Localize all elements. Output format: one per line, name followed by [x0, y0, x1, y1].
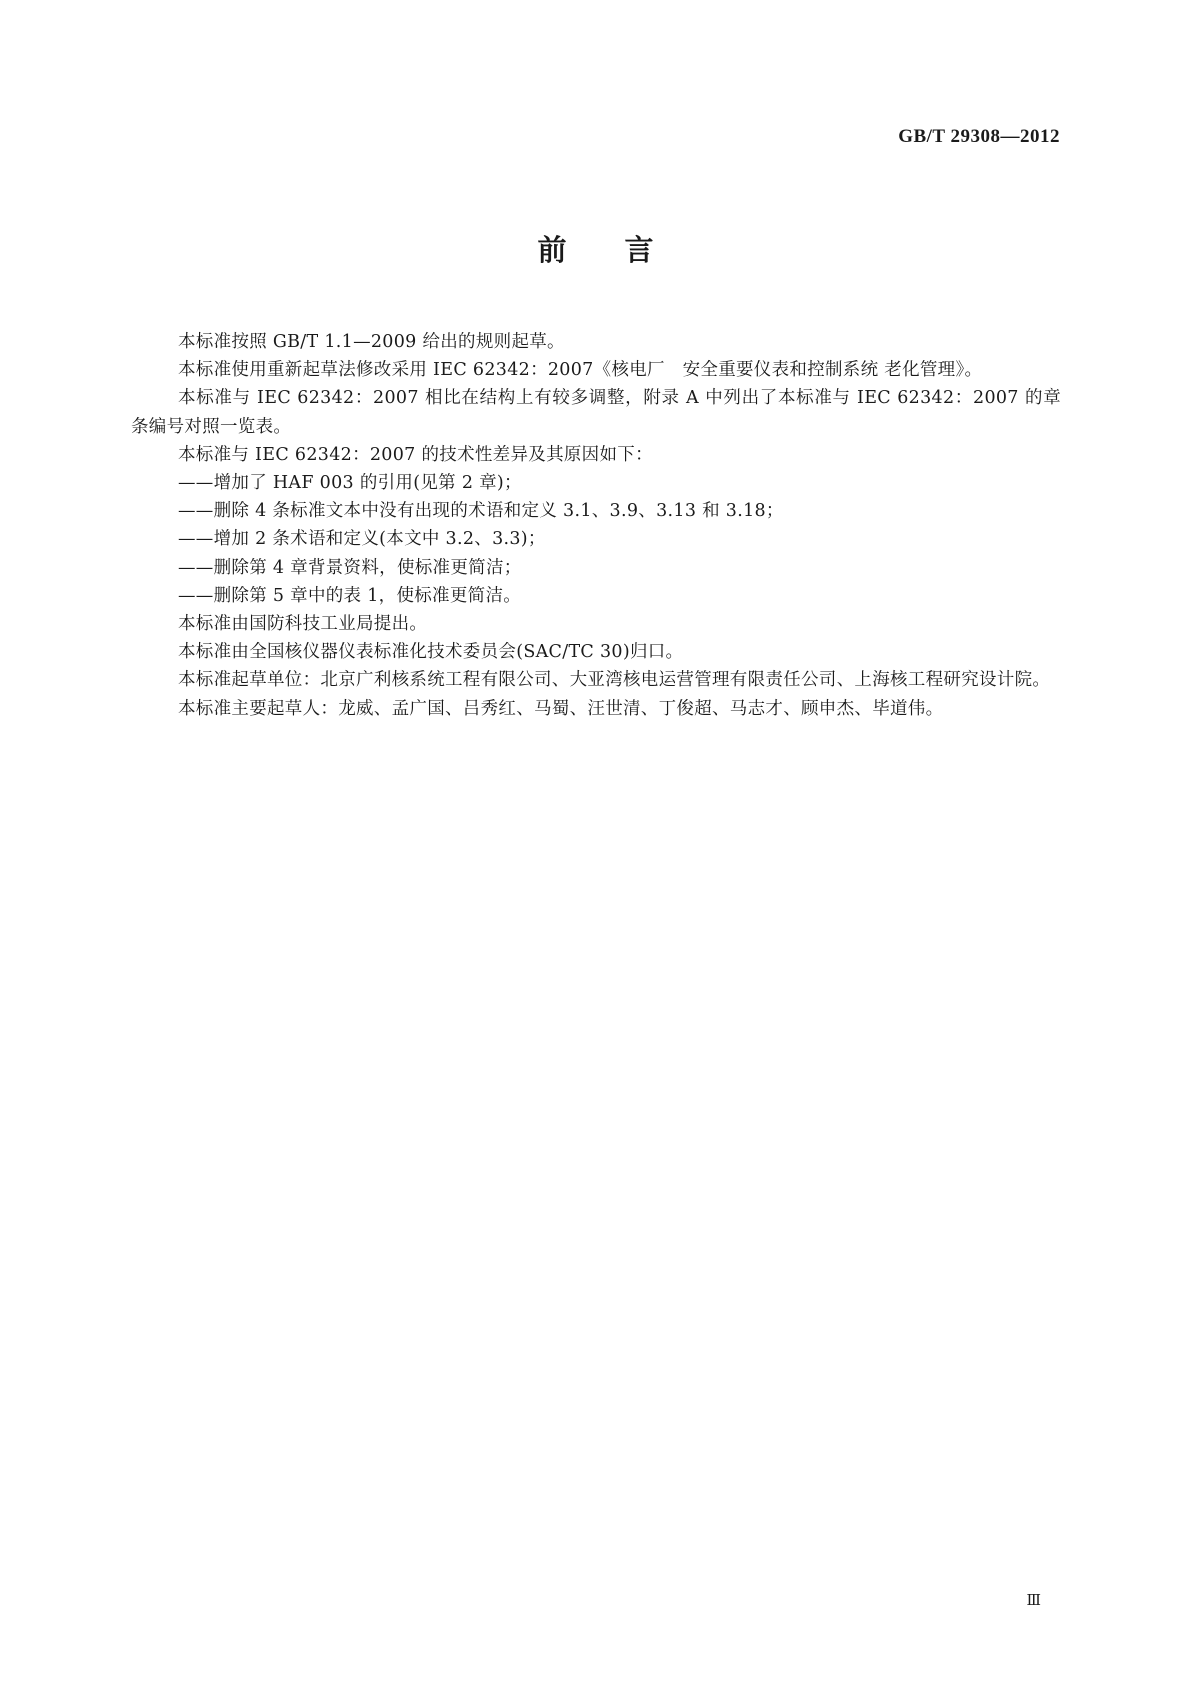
paragraph-drafters: 本标准主要起草人：龙威、孟广国、吕秀红、马蜀、汪世清、丁俊超、马志才、顾申杰、毕道伟。	[178, 698, 944, 719]
paragraph-adoption-method: 本标准使用重新起草法修改采用 IEC 62342：2007《核电厂 安全重要仪表和控制系统 老化管理》。	[178, 360, 983, 381]
list-item-difference: ——删除 4 条标准文本中没有出现的术语和定义 3.1、3.9、3.13 和 3.18；	[178, 501, 784, 522]
paragraph-technical-differences: 本标准与 IEC 62342：2007 的技术性差异及其原因如下：	[178, 444, 653, 465]
paragraph-drafting-rules: 本标准按照 GB/T 1.1—2009 给出的规则起草。	[178, 332, 565, 352]
page-number: Ⅲ	[1026, 1593, 1041, 1609]
preface-body	[131, 328, 1061, 723]
document-code: GB/T 29308—2012	[898, 126, 1060, 147]
paragraph-structure-changes: 本标准与 IEC 62342：2007 相比在结构上有较多调整，附录 A 中列出了本标准与 IEC 62342：2007 的章条编号对照一览表。	[131, 388, 1061, 437]
paragraph-proposer: 本标准由国防科技工业局提出。	[178, 614, 428, 635]
list-item-difference: ——增加 2 条术语和定义(本文中 3.2、3.3)；	[178, 529, 546, 550]
list-item-difference: ——删除第 4 章背景资料，使标准更简洁；	[178, 557, 522, 578]
paragraph-drafting-units: 本标准起草单位：北京广利核系统工程有限公司、大亚湾核电运营管理有限责任公司、上海核工程研究设计院。	[178, 670, 1051, 691]
page-title: 前言	[537, 233, 712, 267]
list-item-difference: ——增加了 HAF 003 的引用(见第 2 章)；	[178, 473, 522, 494]
list-item-difference: ——删除第 5 章中的表 1，使标准更简洁。	[178, 585, 522, 606]
paragraph-technical-committee: 本标准由全国核仪器仪表标准化技术委员会(SAC/TC 30)归口。	[178, 642, 684, 663]
